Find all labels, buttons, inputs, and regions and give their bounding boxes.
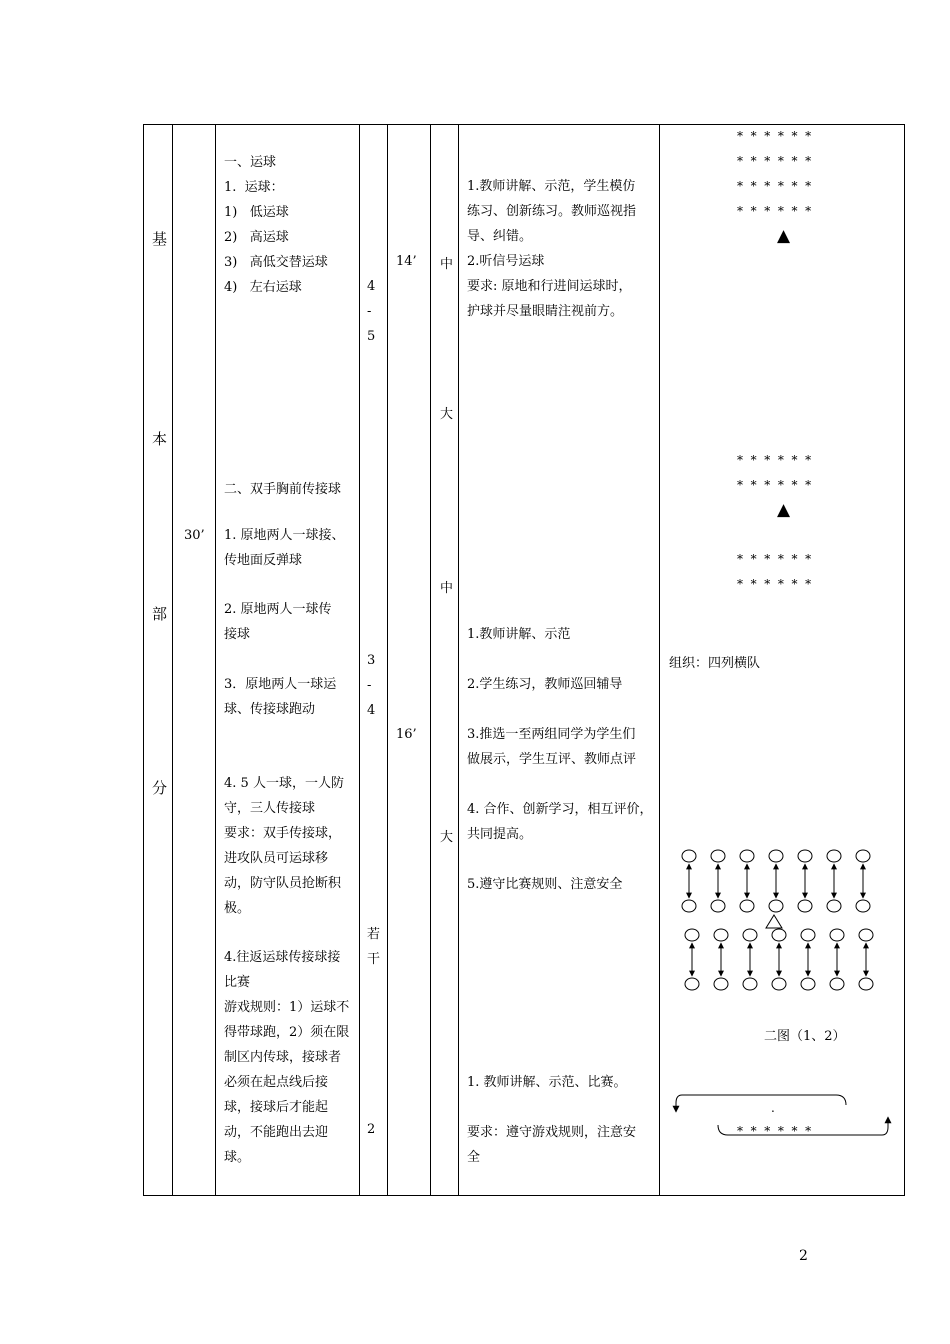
player-circle [743, 978, 757, 990]
method-block [467, 174, 636, 324]
reps-value [367, 922, 380, 972]
text-line: 护球并尽量眼睛注视前方。 [467, 304, 624, 319]
section-char: 部 [152, 605, 168, 623]
text-line: 要求：双手传接球， [224, 826, 342, 841]
text-line: 练习、创新练习。教师巡视指 [467, 204, 637, 219]
method-block [467, 1070, 636, 1170]
text-line: 做展示，学生互评、教师点评 [467, 752, 637, 767]
duration-value: 14’ [396, 254, 417, 269]
reps-value: 2 [367, 1122, 376, 1137]
text-line: 极。 [224, 901, 251, 916]
text-line: 进攻队员可运球移 [224, 851, 329, 866]
text-line: 导、纠错。 [467, 229, 533, 244]
player-circle [830, 929, 844, 941]
student-row: * * * * * * [737, 577, 812, 591]
section-char: 分 [152, 779, 168, 797]
player-circle [685, 929, 699, 941]
dribble-item: 1) 低运球 [224, 205, 289, 220]
text-line: 1.教师讲解、示范 [467, 627, 571, 642]
table-bottom-border [143, 1195, 905, 1196]
dribble-item: 3) 高低交替运球 [224, 255, 328, 270]
table-col-border [215, 124, 216, 1196]
text-line: 制区内传球，接球者 [224, 1050, 342, 1065]
text-line: 1.教师讲解、示范，学生模仿 [467, 179, 636, 194]
pass-title: 二、双手胸前传接球 [224, 482, 342, 497]
text-line: 3.推选一至两组同学为学生们 [467, 727, 636, 742]
text-line: 3 [367, 653, 376, 668]
table-col-border [387, 124, 388, 1196]
text-line: 比赛 [224, 975, 251, 990]
student-row: * * * * * * [737, 154, 812, 168]
player-circle [714, 978, 728, 990]
text-line: 要求: 原地和行进间运球时， [467, 279, 632, 294]
defender-icon [766, 915, 782, 928]
pairs-row-2 [685, 929, 873, 990]
player-circle [856, 900, 870, 912]
text-line: 接球 [224, 627, 251, 642]
dribble-subtitle: 1. 运球： [224, 180, 284, 195]
pairs-row-1 [682, 850, 870, 912]
player-circle [740, 850, 754, 862]
text-line: 4 [367, 703, 376, 718]
text-line: - [367, 678, 372, 693]
player-circle [801, 929, 815, 941]
text-line: 共同提高。 [467, 827, 533, 842]
player-circle [772, 978, 786, 990]
player-circle [685, 978, 699, 990]
text-line: 2. 原地两人一球传 [224, 602, 332, 617]
text-line: 守，三人传接球 [224, 801, 316, 816]
pass-item [224, 945, 349, 1170]
student-row: * * * * * * [737, 179, 812, 193]
player-circle [682, 900, 696, 912]
player-circle [682, 850, 696, 862]
pass-item [224, 771, 344, 921]
text-line: 4.往返运球传接球接 [224, 950, 341, 965]
student-row: * * * * * * [737, 552, 812, 566]
reps-value [367, 274, 375, 349]
teacher-icon: ▲ [777, 500, 791, 520]
duration-value: 16’ [396, 727, 417, 742]
text-line: 4 [367, 279, 376, 294]
text-line: 游戏规则：1）运球不 [224, 1000, 350, 1015]
text-line: - [367, 304, 372, 319]
table-col-border [430, 124, 431, 1196]
text-line: 1. 原地两人一球接、 [224, 528, 345, 543]
player-circle [856, 850, 870, 862]
player-circle [827, 900, 841, 912]
pass-item [224, 672, 336, 722]
player-circle [743, 929, 757, 941]
student-row: * * * * * * [737, 204, 812, 218]
text-line: 传地面反弹球 [224, 553, 303, 568]
reps-value [367, 648, 375, 723]
student-row: * * * * * * [737, 478, 812, 492]
dribble-item: 2) 高运球 [224, 230, 289, 245]
pass-item [224, 523, 345, 573]
page-number: 2 [799, 1248, 808, 1264]
relay-dot: . [771, 1101, 775, 1115]
student-row: * * * * * * [737, 1124, 812, 1138]
text-line: 动，不能跑出去迎 [224, 1125, 329, 1140]
player-circle [798, 900, 812, 912]
table-col-border [172, 124, 173, 1196]
player-circle [711, 850, 725, 862]
text-line: 1. 教师讲解、示范、比赛。 [467, 1075, 627, 1090]
text-line: 要求：遵守游戏规则，注意安 [467, 1125, 637, 1140]
text-line: 4. 5 人一球，一人防 [224, 776, 344, 791]
intensity-value: 大 [440, 830, 454, 845]
text-line: 2.学生练习，教师巡回辅导 [467, 677, 623, 692]
text-line: 必须在起点线后接 [224, 1075, 329, 1090]
player-circle [859, 978, 873, 990]
dribble-item: 4) 左右运球 [224, 280, 302, 295]
table-col-border [904, 124, 905, 1196]
section-time: 30’ [184, 528, 205, 543]
player-circle [740, 900, 754, 912]
text-line: 球、传接球跑动 [224, 702, 316, 717]
organization-label: 组织：四列横队 [669, 656, 761, 671]
text-line: 若 [367, 927, 381, 942]
text-line [467, 647, 653, 672]
student-row: * * * * * * [737, 453, 812, 467]
text-line: 5.遵守比赛规则、注意安全 [467, 877, 623, 892]
method-block [467, 622, 653, 897]
text-line: 球，接球后才能起 [224, 1100, 329, 1115]
passing-diagram [676, 846, 876, 996]
relay-path-top [676, 1095, 846, 1112]
player-circle [769, 900, 783, 912]
text-line: 全 [467, 1150, 481, 1165]
text-line: 3．原地两人一球运 [224, 677, 337, 692]
player-circle [830, 978, 844, 990]
text-line [467, 772, 653, 797]
table-top-border [143, 124, 905, 125]
table-col-border [659, 124, 660, 1196]
section-char: 基 [152, 230, 168, 248]
pass-item [224, 597, 332, 647]
player-circle [798, 850, 812, 862]
text-line: 干 [367, 952, 381, 967]
section-char: 本 [152, 430, 168, 448]
table-col-border [359, 124, 360, 1196]
player-circle [801, 978, 815, 990]
text-line [467, 1095, 636, 1120]
player-circle [859, 929, 873, 941]
player-circle [772, 929, 786, 941]
text-line [467, 697, 653, 722]
text-line: 球。 [224, 1150, 251, 1165]
figure-caption: 二图（1、2） [764, 1029, 846, 1044]
table-col-border [143, 124, 144, 1196]
text-line: 得带球跑，2）须在限 [224, 1025, 350, 1040]
player-circle [711, 900, 725, 912]
table-col-border [458, 124, 459, 1196]
text-line: 4. 合作、创新学习，相互评价， [467, 802, 653, 817]
player-circle [769, 850, 783, 862]
dribble-title: 一、运球 [224, 155, 277, 170]
intensity-value: 中 [440, 581, 454, 596]
student-row: * * * * * * [737, 129, 812, 143]
player-circle [827, 850, 841, 862]
text-line: 动，防守队员抢断积 [224, 876, 342, 891]
teacher-icon: ▲ [777, 226, 791, 246]
dribble-block [224, 150, 328, 300]
intensity-value: 中 [440, 257, 454, 272]
text-line: 2.听信号运球 [467, 254, 545, 269]
text-line [467, 847, 653, 872]
text-line: 5 [367, 329, 376, 344]
player-circle [714, 929, 728, 941]
intensity-value: 大 [440, 407, 454, 422]
